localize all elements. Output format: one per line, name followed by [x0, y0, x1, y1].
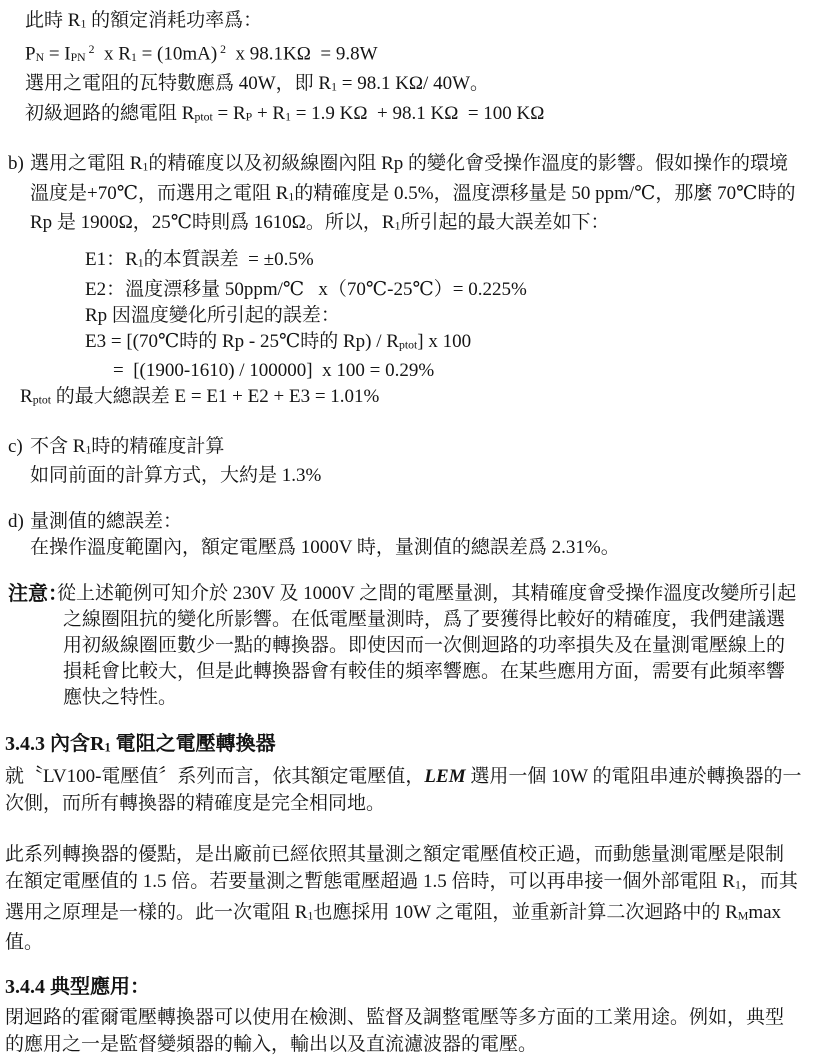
section-b: [0, 151, 820, 239]
note-line: 之線圈阻抗的變化所影響。在低電壓量測時，爲了要獲得比較好的精確度，我們建議選: [63, 608, 786, 630]
section-c-line: 不含 R1時的精確度計算: [30, 435, 225, 457]
intro-line-power: 此時 R1 的額定消耗功率爲：: [25, 10, 263, 31]
section-b-line: 溫度是+70℃，而選用之電阻 R1的精確度是 0.5%，溫度漂移量是 50 ppm/℃，那麼 70℃時的: [30, 182, 796, 204]
note-block: [0, 581, 820, 711]
document-page: [0, 8, 820, 1056]
section-3-4-4-heading: 3.4.4 典型應用：: [5, 976, 150, 999]
section-d-line: 在操作溫度範圍內，額定電壓爲 1000V 時，量測值的總誤差爲 2.31%。: [30, 536, 620, 558]
paragraph-line: 次側，而所有轉換器的精確度是完全相同地。: [5, 793, 386, 815]
paragraph-line: 選用之原理是一樣的。此一次電阻 R1也應採用 10W 之電阻，並重新計算二次迴路中的 RMmax: [5, 901, 782, 923]
error-e2-line: E2：溫度漂移量 50ppm/℃ x（70℃-25℃）= 0.225%: [85, 278, 527, 300]
advantages-paragraph: [5, 841, 820, 956]
error-e3-continuation: = [(1900-1610) / 100000] x 100 = 0.29%: [113, 360, 435, 382]
error-calculations: [0, 247, 820, 413]
paragraph-line: 值。: [5, 932, 44, 954]
note-line: 應快之特性。: [63, 686, 178, 708]
paragraph-line: 的應用之一是監督變頻器的輸入，輸出以及直流濾波器的電壓。: [5, 1034, 538, 1056]
error-e3-line: E3 = [(70℃時的 Rp - 25℃時的 Rp) / Rptot] x 100: [85, 330, 472, 352]
section-3-4-4-paragraph: [5, 1004, 820, 1058]
error-rp-line: Rp 因溫度變化所引起的誤差：: [85, 304, 340, 326]
section-d-line: 量測值的總誤差：: [30, 510, 183, 532]
section-b-line: Rp 是 1900Ω，25℃時則爲 1610Ω。所以，R1所引起的最大誤差如下：: [30, 211, 610, 233]
formula-rptot: 初級迴路的總電阻 Rptot = RP + R1 = 1.9 KΩ + 98.1 KΩ = 100 KΩ: [25, 102, 545, 124]
section-c-line: 如同前面的計算方式，大約是 1.3%: [30, 464, 322, 486]
section-d: [0, 509, 820, 561]
paragraph-line: 此系列轉換器的優點，是出廠前已經依照其量測之額定電壓值校正過，而動態量測電壓是限制: [5, 844, 785, 866]
paragraph-line: 閉迴路的霍爾電壓轉換器可以使用在檢測、監督及調整電壓等多方面的工業用途。例如，典型: [5, 1007, 785, 1029]
section-c: [0, 434, 820, 489]
intro-line-wattage: 選用之電阻的瓦特數應爲 40W，即 R1 = 98.1 KΩ/ 40W。: [25, 73, 490, 95]
paragraph-line: 在額定電壓值的 1.5 倍。若要量測之暫態電壓超過 1.5 倍時，可以再串接一個外部電阻 R1，而其: [5, 871, 798, 893]
paragraph-line: 就〝LV100-電壓值〞系列而言，依其額定電壓值，LEM 選用一個 10W 的電阻串連於轉換器的一: [5, 766, 802, 788]
section-b-label: b): [8, 153, 24, 175]
section-b-line: 選用之電阻 R1的精確度以及初級線圈內阻 Rp 的變化會受操作溫度的影響。假如操作的環境: [30, 153, 789, 175]
note-line: 損耗會比較大，但是此轉換器會有較佳的頻率響應。在某些應用方面，需要有此頻率響: [63, 660, 786, 682]
section-3-4-3-heading: 3.4.3 內含R1 電阻之電壓轉換器: [5, 732, 276, 755]
error-e1-line: E1：R1的本質誤差 = ±0.5%: [85, 249, 314, 271]
note-label: 注意：: [8, 582, 68, 605]
note-line: 用初級線圈匝數少一點的轉換器。即使因而一次側迴路的功率損失及在量測電壓線上的: [63, 634, 786, 656]
section-c-label: c): [8, 435, 23, 457]
error-total-summary: Rptot 的最大總誤差 E = E1 + E2 + E3 = 1.01%: [20, 386, 380, 408]
section-3-4-3-paragraph: [5, 763, 820, 817]
note-line: 從上述範例可知介於 230V 及 1000V 之間的電壓量測，其精確度會受操作溫度改變所引起: [57, 582, 797, 604]
formula-pn: PN = IPN $^2$ x R1 = (10mA) $^2$ x 98.1KΩ = 9.8W: [25, 43, 378, 65]
section-d-label: d): [8, 510, 24, 532]
intro-block: [25, 8, 820, 130]
